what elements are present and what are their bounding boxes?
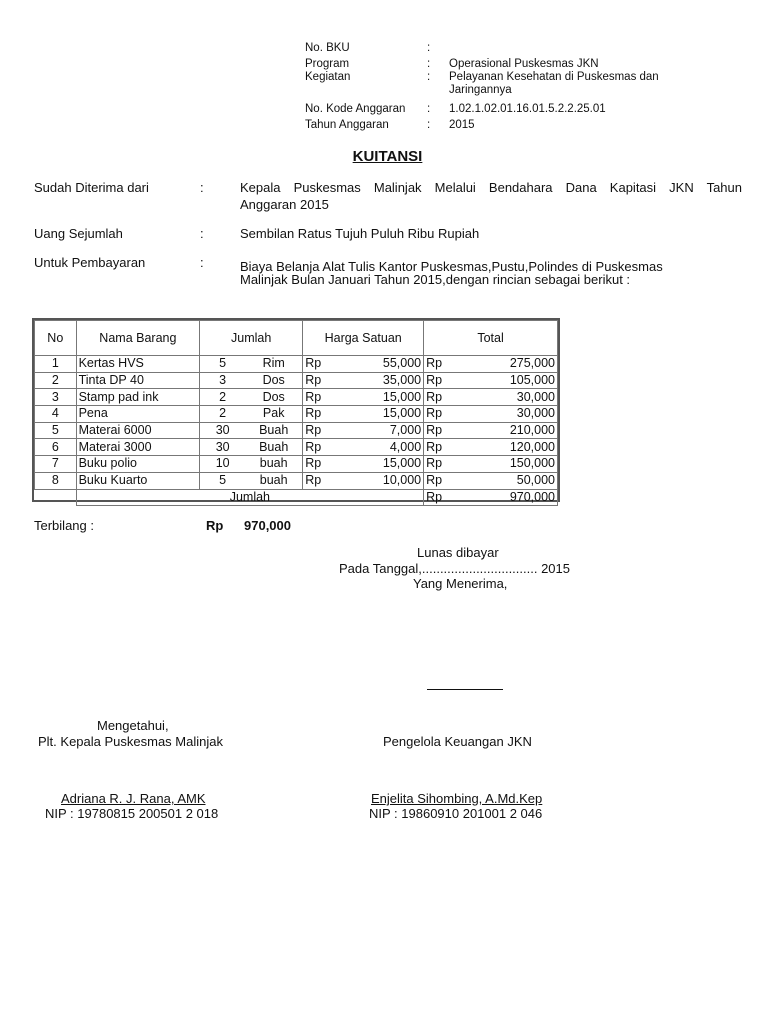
cell-currency: Rp: [303, 439, 333, 456]
colon: :: [427, 103, 431, 115]
cell-price: 35,000: [333, 372, 424, 389]
value-purpose-line2: Malinjak Bulan Januari Tahun 2015,dengan rincian sebagai berikut :: [240, 272, 631, 287]
left-signer-title: Plt. Kepala Puskesmas Malinjak: [38, 734, 223, 749]
cell-name: Pena: [76, 406, 200, 423]
cell-currency: Rp: [303, 472, 333, 489]
cell-price: 15,000: [333, 406, 424, 423]
cell-currency: Rp: [424, 422, 454, 439]
right-signer-title: Pengelola Keuangan JKN: [383, 734, 532, 749]
cell-unit: Dos: [245, 372, 303, 389]
col-header-total: Total: [424, 321, 558, 356]
value-received-from-line1: Kepala Puskesmas Malinjak Melalui Bendahara Dana Kapitasi JKN Tahun: [240, 180, 742, 195]
terbilang-label: Terbilang :: [34, 518, 94, 533]
cell-currency: Rp: [424, 456, 454, 473]
cell-unit: Rim: [245, 356, 303, 373]
cell-name: Tinta DP 40: [76, 372, 200, 389]
cell-name: Buku polio: [76, 456, 200, 473]
cell-currency: Rp: [303, 406, 333, 423]
items-table: [32, 318, 560, 502]
cell-name: Buku Kuarto: [76, 472, 200, 489]
table-row: [35, 389, 558, 406]
cell-no: 6: [35, 439, 77, 456]
right-signer-name: Enjelita Sihombing, A.Md.Kep: [371, 791, 543, 806]
sum-currency: Rp: [424, 489, 454, 506]
value-received-from-line2: Anggaran 2015: [240, 197, 329, 212]
cell-unit: buah: [245, 472, 303, 489]
cell-unit: buah: [245, 456, 303, 473]
terbilang-currency: Rp: [206, 518, 224, 533]
sum-label: Jumlah: [76, 489, 424, 506]
cell-no: 2: [35, 372, 77, 389]
colon: :: [427, 71, 431, 83]
cell-no: 8: [35, 472, 77, 489]
cell-qty: 3: [200, 372, 246, 389]
cell-price: 7,000: [333, 422, 424, 439]
receiver-signature-line: [427, 689, 503, 690]
value-amount-words: Sembilan Ratus Tujuh Puluh Ribu Rupiah: [240, 226, 480, 241]
cell-total: 30,000: [453, 389, 557, 406]
cell-currency: Rp: [424, 472, 454, 489]
document-title: KUITANSI: [352, 148, 423, 165]
cell-currency: Rp: [303, 456, 333, 473]
cell-no: 5: [35, 422, 77, 439]
cell-qty: 5: [200, 472, 246, 489]
value-kegiatan: Pelayanan Kesehatan di Puskesmas dan: [449, 71, 659, 83]
cell-no: 4: [35, 406, 77, 423]
cell-price: 4,000: [333, 439, 424, 456]
cell-currency: Rp: [303, 372, 333, 389]
cell-price: 10,000: [333, 472, 424, 489]
cell-qty: 2: [200, 406, 246, 423]
colon: :: [200, 180, 204, 195]
terbilang-value: 970,000: [244, 518, 291, 533]
cell-currency: Rp: [424, 356, 454, 373]
cell-total: 105,000: [453, 372, 557, 389]
label-received-from: Sudah Diterima dari: [34, 180, 149, 195]
cell-currency: Rp: [424, 389, 454, 406]
cell-total: 120,000: [453, 439, 557, 456]
label-kode-anggaran: No. Kode Anggaran: [305, 103, 406, 115]
cell-name: Materai 6000: [76, 422, 200, 439]
value-kode-anggaran: 1.02.1.02.01.16.01.5.2.2.25.01: [449, 103, 606, 115]
cell-qty: 30: [200, 422, 246, 439]
left-signer-name: Adriana R. J. Rana, AMK: [61, 791, 206, 806]
acknowledge-label: Mengetahui,: [97, 718, 169, 733]
table-row: [35, 456, 558, 473]
table-row: [35, 406, 558, 423]
cell-no: 3: [35, 389, 77, 406]
value-purpose-line1: Biaya Belanja Alat Tulis Kantor Puskesmas,Pustu,Polindes di Puskesmas: [240, 259, 663, 274]
cell-qty: 10: [200, 456, 246, 473]
cell-currency: Rp: [303, 356, 333, 373]
table-row: [35, 439, 558, 456]
cell-name: Materai 3000: [76, 439, 200, 456]
cell-currency: Rp: [303, 422, 333, 439]
cell-total: 275,000: [453, 356, 557, 373]
paid-date: Pada Tanggal,................................ 2015: [339, 561, 570, 576]
receiver-label: Yang Menerima,: [413, 576, 508, 591]
cell-currency: Rp: [303, 389, 333, 406]
cell-price: 55,000: [333, 356, 424, 373]
col-header-no: No: [35, 321, 77, 356]
cell-unit: Buah: [245, 439, 303, 456]
cell-unit: Buah: [245, 422, 303, 439]
value-kegiatan-cont: Jaringannya: [449, 84, 512, 96]
cell-price: 15,000: [333, 389, 424, 406]
colon: :: [427, 58, 431, 70]
cell-total: 210,000: [453, 422, 557, 439]
colon: :: [427, 119, 431, 131]
label-program: Program: [305, 58, 350, 70]
table-row: [35, 372, 558, 389]
cell-currency: Rp: [424, 372, 454, 389]
colon: :: [200, 255, 204, 270]
paid-text: Lunas dibayar: [417, 545, 499, 560]
sum-total: 970,000: [453, 489, 557, 506]
cell-qty: 2: [200, 389, 246, 406]
col-header-qty: Jumlah: [200, 321, 303, 356]
label-tahun-anggaran: Tahun Anggaran: [305, 119, 389, 131]
cell-unit: Dos: [245, 389, 303, 406]
cell-price: 15,000: [333, 456, 424, 473]
cell-total: 30,000: [453, 406, 557, 423]
left-signer-nip: NIP : 19780815 200501 2 018: [45, 806, 219, 821]
cell-name: Stamp pad ink: [76, 389, 200, 406]
table-row: [35, 472, 558, 489]
table-row: [35, 356, 558, 373]
col-header-price: Harga Satuan: [303, 321, 424, 356]
cell-no: 1: [35, 356, 77, 373]
col-header-name: Nama Barang: [76, 321, 200, 356]
label-purpose: Untuk Pembayaran: [34, 255, 146, 270]
label-no-bku: No. BKU: [305, 42, 350, 54]
cell-total: 150,000: [453, 456, 557, 473]
cell-unit: Pak: [245, 406, 303, 423]
cell-currency: Rp: [424, 406, 454, 423]
colon: :: [427, 42, 431, 54]
value-program: Operasional Puskesmas JKN: [449, 58, 599, 70]
label-kegiatan: Kegiatan: [305, 71, 351, 83]
value-tahun-anggaran: 2015: [449, 119, 475, 131]
table-header-row: [35, 321, 558, 356]
cell-no: 7: [35, 456, 77, 473]
label-amount: Uang Sejumlah: [34, 226, 123, 241]
cell-total: 50,000: [453, 472, 557, 489]
cell-qty: 30: [200, 439, 246, 456]
table-sum-row: [35, 489, 558, 506]
cell-name: Kertas HVS: [76, 356, 200, 373]
right-signer-nip: NIP : 19860910 201001 2 046: [369, 806, 543, 821]
table-row: [35, 422, 558, 439]
cell-qty: 5: [200, 356, 246, 373]
colon: :: [200, 226, 204, 241]
cell-currency: Rp: [424, 439, 454, 456]
